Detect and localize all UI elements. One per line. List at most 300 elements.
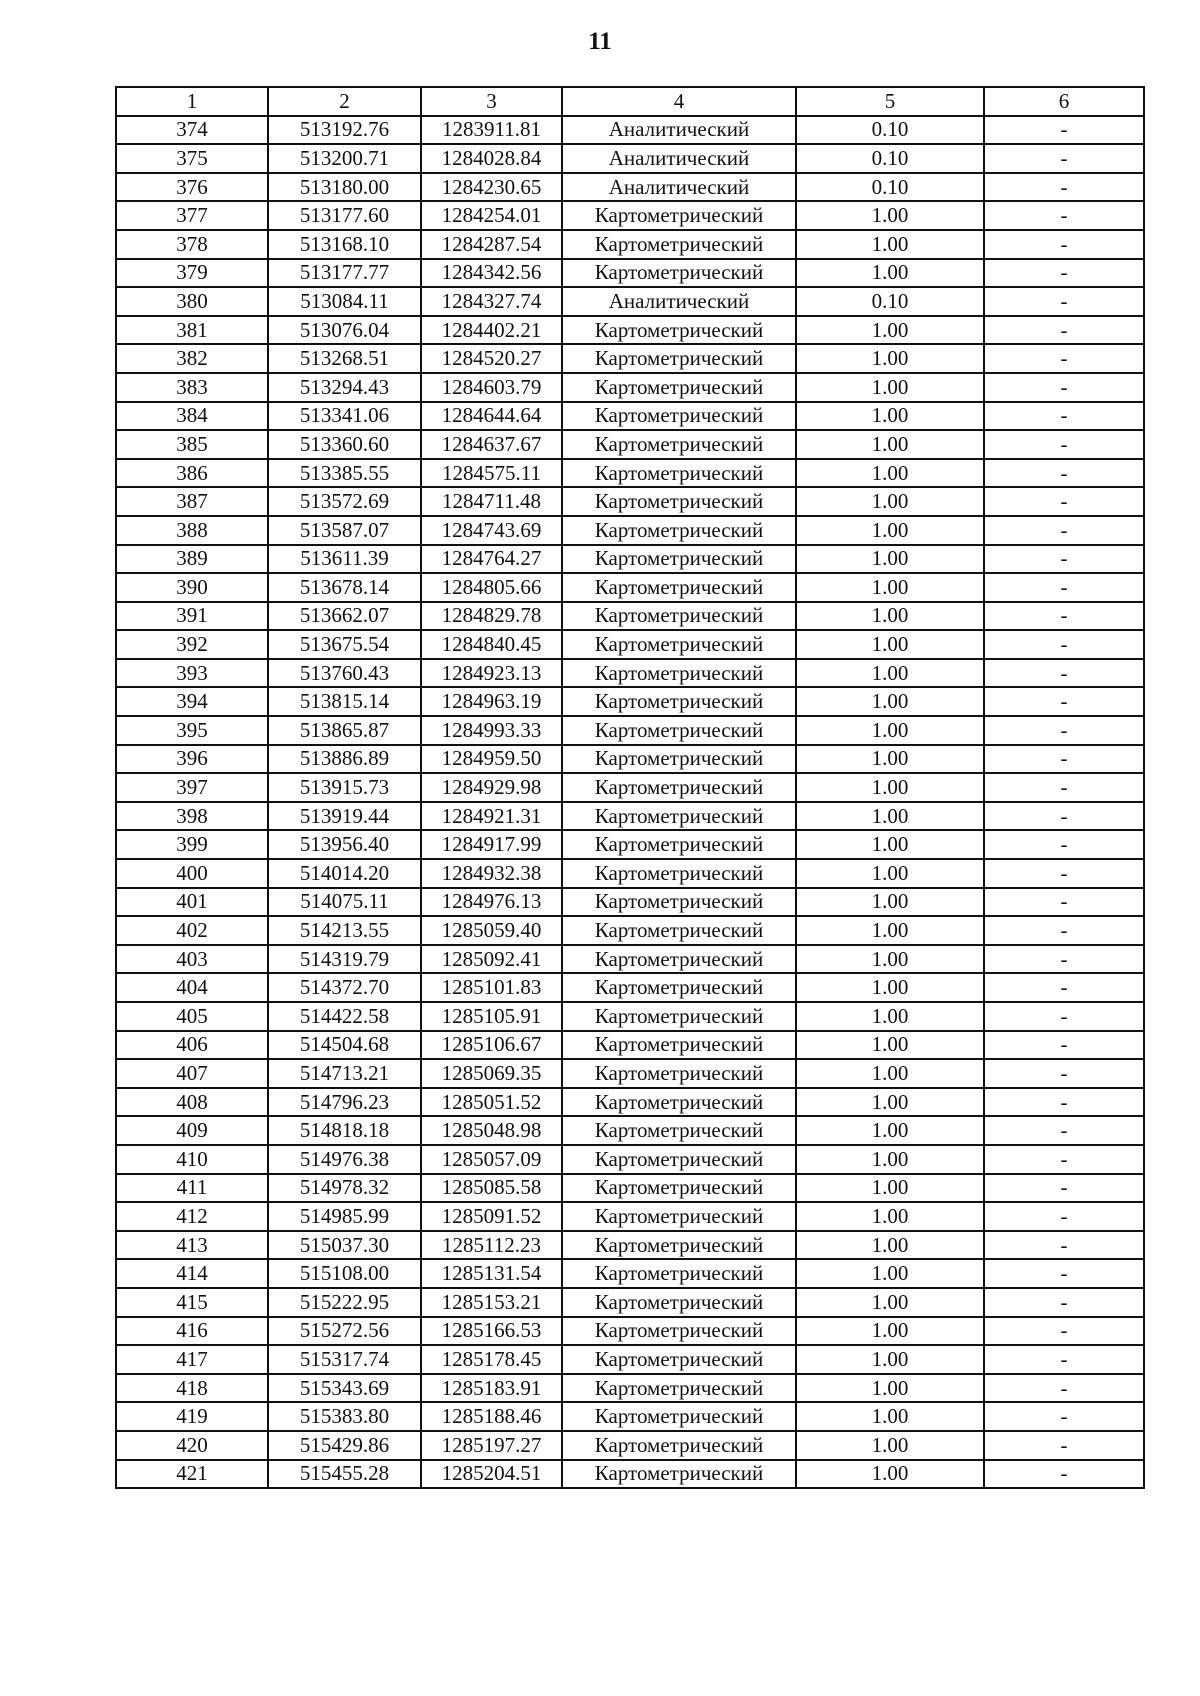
note-cell: -: [984, 1431, 1144, 1460]
point-number-cell: 390: [116, 573, 268, 602]
note-cell: -: [984, 602, 1144, 631]
note-cell: -: [984, 973, 1144, 1002]
method-cell: Картометрический: [562, 630, 796, 659]
x-coordinate-cell: 515222.95: [268, 1288, 421, 1317]
column-header: 4: [562, 87, 796, 116]
method-cell: Картометрический: [562, 1231, 796, 1260]
table-row: [116, 1002, 1144, 1031]
y-coordinate-cell: 1284805.66: [421, 573, 562, 602]
column-header: 3: [421, 87, 562, 116]
y-coordinate-cell: 1284287.54: [421, 230, 562, 259]
y-coordinate-cell: 1284840.45: [421, 630, 562, 659]
point-number-cell: 419: [116, 1402, 268, 1431]
y-coordinate-cell: 1285204.51: [421, 1460, 562, 1489]
x-coordinate-cell: 513076.04: [268, 316, 421, 345]
table-row: [116, 1431, 1144, 1460]
y-coordinate-cell: 1285178.45: [421, 1345, 562, 1374]
method-cell: Картометрический: [562, 516, 796, 545]
note-cell: -: [984, 287, 1144, 316]
method-cell: Картометрический: [562, 973, 796, 1002]
table-row: [116, 459, 1144, 488]
x-coordinate-cell: 513956.40: [268, 830, 421, 859]
accuracy-cell: 1.00: [796, 487, 984, 516]
point-number-cell: 404: [116, 973, 268, 1002]
accuracy-cell: 1.00: [796, 1402, 984, 1431]
note-cell: -: [984, 1460, 1144, 1489]
method-cell: Картометрический: [562, 1145, 796, 1174]
table-row: [116, 1288, 1144, 1317]
note-cell: -: [984, 459, 1144, 488]
x-coordinate-cell: 514713.21: [268, 1059, 421, 1088]
accuracy-cell: 1.00: [796, 630, 984, 659]
accuracy-cell: 1.00: [796, 830, 984, 859]
x-coordinate-cell: 513886.89: [268, 745, 421, 774]
method-cell: Аналитический: [562, 116, 796, 145]
note-cell: -: [984, 1402, 1144, 1431]
method-cell: Аналитический: [562, 287, 796, 316]
x-coordinate-cell: 514075.11: [268, 888, 421, 917]
note-cell: -: [984, 1345, 1144, 1374]
note-cell: -: [984, 316, 1144, 345]
method-cell: Картометрический: [562, 802, 796, 831]
y-coordinate-cell: 1285188.46: [421, 1402, 562, 1431]
accuracy-cell: 1.00: [796, 459, 984, 488]
accuracy-cell: 1.00: [796, 1460, 984, 1489]
point-number-cell: 403: [116, 945, 268, 974]
x-coordinate-cell: 514978.32: [268, 1174, 421, 1203]
x-coordinate-cell: 515455.28: [268, 1460, 421, 1489]
point-number-cell: 381: [116, 316, 268, 345]
table-row: [116, 116, 1144, 145]
method-cell: Картометрический: [562, 344, 796, 373]
accuracy-cell: 1.00: [796, 716, 984, 745]
note-cell: -: [984, 1088, 1144, 1117]
method-cell: Картометрический: [562, 1002, 796, 1031]
point-number-cell: 383: [116, 373, 268, 402]
point-number-cell: 396: [116, 745, 268, 774]
method-cell: Картометрический: [562, 430, 796, 459]
table-row: [116, 1174, 1144, 1203]
method-cell: Аналитический: [562, 144, 796, 173]
accuracy-cell: 1.00: [796, 1231, 984, 1260]
accuracy-cell: 1.00: [796, 802, 984, 831]
x-coordinate-cell: 513865.87: [268, 716, 421, 745]
accuracy-cell: 1.00: [796, 201, 984, 230]
table-row: [116, 344, 1144, 373]
x-coordinate-cell: 513168.10: [268, 230, 421, 259]
x-coordinate-cell: 513177.60: [268, 201, 421, 230]
point-number-cell: 389: [116, 545, 268, 574]
y-coordinate-cell: 1284743.69: [421, 516, 562, 545]
note-cell: -: [984, 859, 1144, 888]
accuracy-cell: 0.10: [796, 144, 984, 173]
note-cell: -: [984, 1231, 1144, 1260]
x-coordinate-cell: 513760.43: [268, 659, 421, 688]
accuracy-cell: 1.00: [796, 259, 984, 288]
point-number-cell: 377: [116, 201, 268, 230]
y-coordinate-cell: 1284575.11: [421, 459, 562, 488]
table-row: [116, 402, 1144, 431]
coordinates-table: [115, 86, 1145, 1489]
accuracy-cell: 1.00: [796, 1374, 984, 1403]
method-cell: Картометрический: [562, 487, 796, 516]
y-coordinate-cell: 1284959.50: [421, 745, 562, 774]
accuracy-cell: 1.00: [796, 1088, 984, 1117]
method-cell: Картометрический: [562, 1374, 796, 1403]
point-number-cell: 416: [116, 1317, 268, 1346]
table-row: [116, 1088, 1144, 1117]
y-coordinate-cell: 1284028.84: [421, 144, 562, 173]
method-cell: Картометрический: [562, 230, 796, 259]
accuracy-cell: 1.00: [796, 573, 984, 602]
method-cell: Картометрический: [562, 201, 796, 230]
note-cell: -: [984, 1031, 1144, 1060]
table-row: [116, 573, 1144, 602]
table-row: [116, 1231, 1144, 1260]
method-cell: Картометрический: [562, 259, 796, 288]
y-coordinate-cell: 1284402.21: [421, 316, 562, 345]
y-coordinate-cell: 1284921.31: [421, 802, 562, 831]
column-header: 2: [268, 87, 421, 116]
table-row: [116, 630, 1144, 659]
point-number-cell: 406: [116, 1031, 268, 1060]
table-row: [116, 1259, 1144, 1288]
y-coordinate-cell: 1285059.40: [421, 916, 562, 945]
table-row: [116, 687, 1144, 716]
point-number-cell: 374: [116, 116, 268, 145]
table-row: [116, 773, 1144, 802]
note-cell: -: [984, 716, 1144, 745]
y-coordinate-cell: 1285197.27: [421, 1431, 562, 1460]
table-row: [116, 1031, 1144, 1060]
accuracy-cell: 1.00: [796, 1145, 984, 1174]
table-row: [116, 745, 1144, 774]
y-coordinate-cell: 1284917.99: [421, 830, 562, 859]
x-coordinate-cell: 513915.73: [268, 773, 421, 802]
table-row: [116, 316, 1144, 345]
y-coordinate-cell: 1284603.79: [421, 373, 562, 402]
note-cell: -: [984, 1317, 1144, 1346]
column-header: 1: [116, 87, 268, 116]
note-cell: -: [984, 573, 1144, 602]
method-cell: Картометрический: [562, 916, 796, 945]
note-cell: -: [984, 144, 1144, 173]
y-coordinate-cell: 1284230.65: [421, 173, 562, 202]
x-coordinate-cell: 513675.54: [268, 630, 421, 659]
table-row: [116, 1317, 1144, 1346]
x-coordinate-cell: 514319.79: [268, 945, 421, 974]
note-cell: -: [984, 916, 1144, 945]
table-row: [116, 1202, 1144, 1231]
x-coordinate-cell: 513341.06: [268, 402, 421, 431]
method-cell: Картометрический: [562, 545, 796, 574]
method-cell: Картометрический: [562, 659, 796, 688]
accuracy-cell: 1.00: [796, 973, 984, 1002]
y-coordinate-cell: 1285101.83: [421, 973, 562, 1002]
method-cell: Картометрический: [562, 687, 796, 716]
point-number-cell: 417: [116, 1345, 268, 1374]
point-number-cell: 395: [116, 716, 268, 745]
y-coordinate-cell: 1284711.48: [421, 487, 562, 516]
table-row: [116, 545, 1144, 574]
note-cell: -: [984, 1059, 1144, 1088]
point-number-cell: 393: [116, 659, 268, 688]
method-cell: Картометрический: [562, 888, 796, 917]
point-number-cell: 401: [116, 888, 268, 917]
note-cell: -: [984, 802, 1144, 831]
note-cell: -: [984, 173, 1144, 202]
table-row: [116, 1345, 1144, 1374]
table-row: [116, 1374, 1144, 1403]
note-cell: -: [984, 745, 1144, 774]
page-number: 11: [588, 28, 612, 55]
y-coordinate-cell: 1285166.53: [421, 1317, 562, 1346]
x-coordinate-cell: 514372.70: [268, 973, 421, 1002]
note-cell: -: [984, 1374, 1144, 1403]
accuracy-cell: 0.10: [796, 116, 984, 145]
x-coordinate-cell: 513084.11: [268, 287, 421, 316]
y-coordinate-cell: 1284327.74: [421, 287, 562, 316]
table-row: [116, 716, 1144, 745]
x-coordinate-cell: 513678.14: [268, 573, 421, 602]
table-row: [116, 1116, 1144, 1145]
note-cell: -: [984, 487, 1144, 516]
y-coordinate-cell: 1284993.33: [421, 716, 562, 745]
y-coordinate-cell: 1285106.67: [421, 1031, 562, 1060]
column-header: 6: [984, 87, 1144, 116]
accuracy-cell: 1.00: [796, 316, 984, 345]
y-coordinate-cell: 1285092.41: [421, 945, 562, 974]
note-cell: -: [984, 1259, 1144, 1288]
x-coordinate-cell: 513385.55: [268, 459, 421, 488]
y-coordinate-cell: 1284829.78: [421, 602, 562, 631]
note-cell: -: [984, 373, 1144, 402]
x-coordinate-cell: 515383.80: [268, 1402, 421, 1431]
y-coordinate-cell: 1284923.13: [421, 659, 562, 688]
accuracy-cell: 1.00: [796, 1259, 984, 1288]
table-row: [116, 659, 1144, 688]
table-row: [116, 802, 1144, 831]
point-number-cell: 394: [116, 687, 268, 716]
note-cell: -: [984, 1202, 1144, 1231]
x-coordinate-cell: 513662.07: [268, 602, 421, 631]
accuracy-cell: 1.00: [796, 430, 984, 459]
x-coordinate-cell: 514213.55: [268, 916, 421, 945]
x-coordinate-cell: 513268.51: [268, 344, 421, 373]
x-coordinate-cell: 513611.39: [268, 545, 421, 574]
accuracy-cell: 1.00: [796, 344, 984, 373]
accuracy-cell: 1.00: [796, 1174, 984, 1203]
y-coordinate-cell: 1285085.58: [421, 1174, 562, 1203]
x-coordinate-cell: 513294.43: [268, 373, 421, 402]
table-header-row: [116, 87, 1144, 116]
point-number-cell: 375: [116, 144, 268, 173]
note-cell: -: [984, 687, 1144, 716]
method-cell: Картометрический: [562, 459, 796, 488]
note-cell: -: [984, 1288, 1144, 1317]
point-number-cell: 408: [116, 1088, 268, 1117]
y-coordinate-cell: 1285183.91: [421, 1374, 562, 1403]
point-number-cell: 385: [116, 430, 268, 459]
accuracy-cell: 1.00: [796, 545, 984, 574]
method-cell: Картометрический: [562, 1288, 796, 1317]
x-coordinate-cell: 514796.23: [268, 1088, 421, 1117]
note-cell: -: [984, 1116, 1144, 1145]
note-cell: -: [984, 830, 1144, 859]
x-coordinate-cell: 513177.77: [268, 259, 421, 288]
method-cell: Аналитический: [562, 173, 796, 202]
method-cell: Картометрический: [562, 945, 796, 974]
accuracy-cell: 1.00: [796, 659, 984, 688]
x-coordinate-cell: 514504.68: [268, 1031, 421, 1060]
y-coordinate-cell: 1284932.38: [421, 859, 562, 888]
table-row: [116, 173, 1144, 202]
note-cell: -: [984, 259, 1144, 288]
point-number-cell: 391: [116, 602, 268, 631]
method-cell: Картометрический: [562, 1317, 796, 1346]
y-coordinate-cell: 1284254.01: [421, 201, 562, 230]
y-coordinate-cell: 1285057.09: [421, 1145, 562, 1174]
x-coordinate-cell: 513192.76: [268, 116, 421, 145]
x-coordinate-cell: 514014.20: [268, 859, 421, 888]
x-coordinate-cell: 515317.74: [268, 1345, 421, 1374]
table-body: [116, 116, 1144, 1489]
y-coordinate-cell: 1283911.81: [421, 116, 562, 145]
table-row: [116, 859, 1144, 888]
method-cell: Картометрический: [562, 1259, 796, 1288]
y-coordinate-cell: 1285112.23: [421, 1231, 562, 1260]
method-cell: Картометрический: [562, 859, 796, 888]
accuracy-cell: 1.00: [796, 516, 984, 545]
note-cell: -: [984, 116, 1144, 145]
point-number-cell: 380: [116, 287, 268, 316]
table-row: [116, 287, 1144, 316]
table-row: [116, 144, 1144, 173]
point-number-cell: 402: [116, 916, 268, 945]
table-row: [116, 830, 1144, 859]
point-number-cell: 413: [116, 1231, 268, 1260]
method-cell: Картометрический: [562, 373, 796, 402]
method-cell: Картометрический: [562, 1460, 796, 1489]
table-row: [116, 1059, 1144, 1088]
note-cell: -: [984, 888, 1144, 917]
y-coordinate-cell: 1284637.67: [421, 430, 562, 459]
table-row: [116, 888, 1144, 917]
table-row: [116, 973, 1144, 1002]
y-coordinate-cell: 1285091.52: [421, 1202, 562, 1231]
accuracy-cell: 1.00: [796, 373, 984, 402]
x-coordinate-cell: 515429.86: [268, 1431, 421, 1460]
x-coordinate-cell: 513815.14: [268, 687, 421, 716]
point-number-cell: 376: [116, 173, 268, 202]
point-number-cell: 412: [116, 1202, 268, 1231]
x-coordinate-cell: 515108.00: [268, 1259, 421, 1288]
y-coordinate-cell: 1284764.27: [421, 545, 562, 574]
method-cell: Картометрический: [562, 316, 796, 345]
accuracy-cell: 1.00: [796, 773, 984, 802]
note-cell: -: [984, 344, 1144, 373]
table-row: [116, 516, 1144, 545]
point-number-cell: 418: [116, 1374, 268, 1403]
method-cell: Картометрический: [562, 1431, 796, 1460]
point-number-cell: 378: [116, 230, 268, 259]
point-number-cell: 405: [116, 1002, 268, 1031]
y-coordinate-cell: 1284976.13: [421, 888, 562, 917]
accuracy-cell: 1.00: [796, 916, 984, 945]
note-cell: -: [984, 516, 1144, 545]
accuracy-cell: 1.00: [796, 1317, 984, 1346]
table-row: [116, 373, 1144, 402]
y-coordinate-cell: 1285051.52: [421, 1088, 562, 1117]
note-cell: -: [984, 1002, 1144, 1031]
method-cell: Картометрический: [562, 1345, 796, 1374]
x-coordinate-cell: 513360.60: [268, 430, 421, 459]
point-number-cell: 415: [116, 1288, 268, 1317]
x-coordinate-cell: 515343.69: [268, 1374, 421, 1403]
table-row: [116, 1145, 1144, 1174]
note-cell: -: [984, 659, 1144, 688]
x-coordinate-cell: 513200.71: [268, 144, 421, 173]
method-cell: Картометрический: [562, 1202, 796, 1231]
accuracy-cell: 0.10: [796, 173, 984, 202]
x-coordinate-cell: 513572.69: [268, 487, 421, 516]
note-cell: -: [984, 430, 1144, 459]
point-number-cell: 388: [116, 516, 268, 545]
note-cell: -: [984, 630, 1144, 659]
note-cell: -: [984, 1145, 1144, 1174]
x-coordinate-cell: 515037.30: [268, 1231, 421, 1260]
accuracy-cell: 1.00: [796, 888, 984, 917]
method-cell: Картометрический: [562, 773, 796, 802]
accuracy-cell: 1.00: [796, 859, 984, 888]
method-cell: Картометрический: [562, 1031, 796, 1060]
accuracy-cell: 1.00: [796, 745, 984, 774]
table-row: [116, 1402, 1144, 1431]
y-coordinate-cell: 1284342.56: [421, 259, 562, 288]
y-coordinate-cell: 1285069.35: [421, 1059, 562, 1088]
method-cell: Картометрический: [562, 1088, 796, 1117]
note-cell: -: [984, 945, 1144, 974]
method-cell: Картометрический: [562, 602, 796, 631]
table-row: [116, 602, 1144, 631]
method-cell: Картометрический: [562, 745, 796, 774]
method-cell: Картометрический: [562, 716, 796, 745]
y-coordinate-cell: 1284520.27: [421, 344, 562, 373]
table-row: [116, 1460, 1144, 1489]
accuracy-cell: 1.00: [796, 1345, 984, 1374]
x-coordinate-cell: 513587.07: [268, 516, 421, 545]
method-cell: Картометрический: [562, 402, 796, 431]
table-row: [116, 201, 1144, 230]
point-number-cell: 386: [116, 459, 268, 488]
y-coordinate-cell: 1285153.21: [421, 1288, 562, 1317]
point-number-cell: 400: [116, 859, 268, 888]
x-coordinate-cell: 514422.58: [268, 1002, 421, 1031]
accuracy-cell: 1.00: [796, 1059, 984, 1088]
point-number-cell: 420: [116, 1431, 268, 1460]
accuracy-cell: 1.00: [796, 687, 984, 716]
method-cell: Картометрический: [562, 1174, 796, 1203]
x-coordinate-cell: 514985.99: [268, 1202, 421, 1231]
point-number-cell: 392: [116, 630, 268, 659]
accuracy-cell: 1.00: [796, 602, 984, 631]
accuracy-cell: 1.00: [796, 1202, 984, 1231]
method-cell: Картометрический: [562, 1402, 796, 1431]
y-coordinate-cell: 1284929.98: [421, 773, 562, 802]
table-row: [116, 945, 1144, 974]
x-coordinate-cell: 513180.00: [268, 173, 421, 202]
y-coordinate-cell: 1284644.64: [421, 402, 562, 431]
